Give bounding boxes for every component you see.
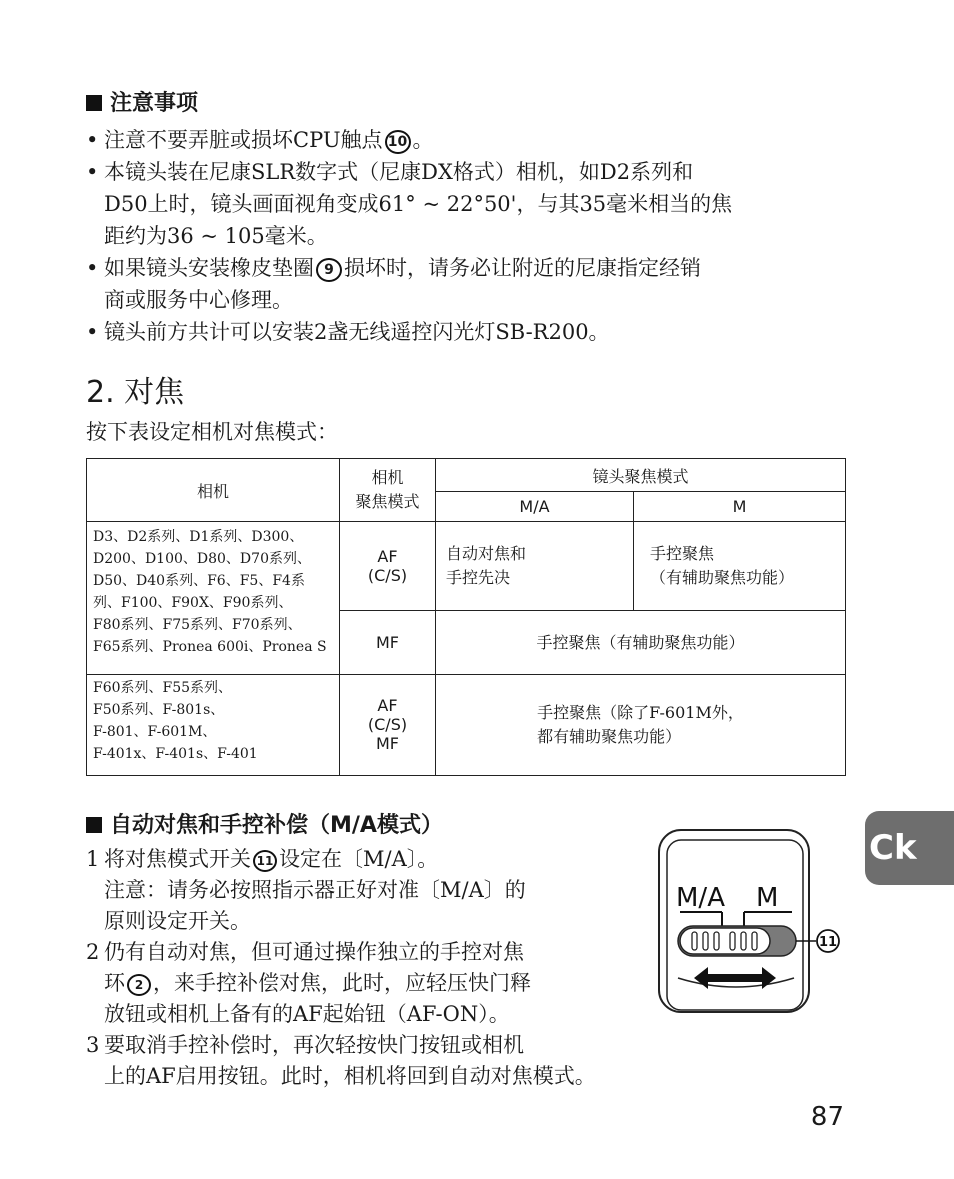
note-text: 注意不要弄脏或损坏CPU触点 bbox=[104, 128, 383, 152]
note-text: D50上时，镜头画面视角变成61° ~ 22°50'，与其35毫米相当的焦 bbox=[104, 192, 733, 216]
step-number: 3 bbox=[86, 1033, 100, 1057]
square-bullet-icon bbox=[86, 95, 102, 111]
note-text: 如果镜头安装橡皮垫圈 bbox=[104, 256, 314, 280]
note-text: 商或服务中心修理。 bbox=[104, 288, 293, 312]
note-item bbox=[86, 124, 856, 156]
notes-heading bbox=[86, 86, 198, 117]
bullet-icon: • bbox=[86, 320, 99, 344]
ma-heading bbox=[86, 808, 443, 839]
mode-cell: AF (C/S) MF bbox=[340, 674, 436, 775]
note-item bbox=[86, 156, 856, 252]
focus-mode-switch-illustration bbox=[656, 828, 846, 1018]
step-number: 2 bbox=[86, 940, 100, 964]
note-item bbox=[86, 316, 856, 348]
table-cell: 手控聚焦 （有辅助聚焦功能） bbox=[634, 522, 846, 611]
camera-list-cell: D3、D2系列、D1系列、D300、 D200、D100、D80、D70系列、 D50、D40系列、F6、F5、F4系 列、F100、F90X、F90系列、 F80系列、F75系列、F70系列、 F65系列、Pronea 600i、Pronea S bbox=[87, 522, 340, 674]
bullet-icon: • bbox=[86, 160, 99, 184]
section-intro: 按下表设定相机对焦模式： bbox=[86, 420, 338, 444]
table-cell: 自动对焦和 手控先决 bbox=[436, 522, 634, 611]
step-number: 1 bbox=[86, 847, 100, 871]
camera-list-cell: F60系列、F55系列、 F50系列、F-801s、 F-801、F-601M、 F-401x、F-401s、F-401 bbox=[87, 674, 340, 775]
note-text: 。 bbox=[412, 128, 434, 152]
callout-number-icon: 9 bbox=[316, 258, 342, 282]
note-text: 损坏时，请务必让附近的尼康指定经销 bbox=[344, 256, 701, 280]
header-ma: M/A bbox=[436, 492, 634, 522]
table-cell: 手控聚焦（除了F-601M外， 都有辅助聚焦功能） bbox=[436, 674, 846, 775]
note-item bbox=[86, 252, 856, 316]
mode-cell: MF bbox=[340, 611, 436, 674]
note-text: 距约为36 ~ 105毫米。 bbox=[104, 224, 328, 248]
focus-mode-table bbox=[86, 458, 846, 776]
header-camera-mode: 相机 聚焦模式 bbox=[340, 459, 436, 522]
callout-number-icon: 10 bbox=[385, 130, 411, 154]
step-item: 2 仍有自动对焦，但可通过操作独立的手控对焦 环 2 ，来手控补偿对焦，此时，应轻压快门释 放钮或相机上备有的AF起始钮（AF-ON）。 bbox=[86, 937, 686, 1030]
ma-label: M/A bbox=[676, 883, 725, 913]
notes-heading-text: 注意事项 bbox=[110, 91, 199, 116]
section-title: 2. 对焦 bbox=[86, 375, 185, 410]
table-cell: 手控聚焦（有辅助聚焦功能） bbox=[436, 611, 846, 674]
note-text: 镜头前方共计可以安装2盏无线遥控闪光灯SB-R200。 bbox=[104, 320, 610, 344]
mode-cell: AF (C/S) bbox=[340, 522, 436, 611]
callout-number-icon: 11 bbox=[253, 850, 277, 872]
language-tab: Ck bbox=[865, 811, 954, 885]
note-text: 本镜头装在尼康SLR数字式（尼康DX格式）相机，如D2系列和 bbox=[104, 160, 694, 184]
step-item: 3 要取消手控补偿时，再次轻按快门按钮或相机 上的AF启用按钮。此时，相机将回到自动对焦模式。 bbox=[86, 1030, 786, 1092]
square-bullet-icon bbox=[86, 817, 102, 833]
bullet-icon: • bbox=[86, 256, 99, 280]
bullet-icon: • bbox=[86, 128, 99, 152]
m-label: M bbox=[756, 883, 779, 913]
header-camera: 相机 bbox=[87, 459, 340, 522]
callout-label: 11 bbox=[818, 935, 838, 950]
callout-number-icon: 2 bbox=[127, 974, 151, 996]
header-m: M bbox=[634, 492, 846, 522]
step-item: 1 将对焦模式开关 11 设定在〔M/A〕。 注意：请务必按照指示器正好对准〔M/A〕的 原则设定开关。 bbox=[86, 844, 686, 937]
ma-heading-text: 自动对焦和手控补偿（M/A模式） bbox=[110, 813, 443, 838]
header-lens-mode: 镜头聚焦模式 bbox=[436, 459, 846, 492]
page-number: 87 bbox=[810, 1102, 844, 1132]
